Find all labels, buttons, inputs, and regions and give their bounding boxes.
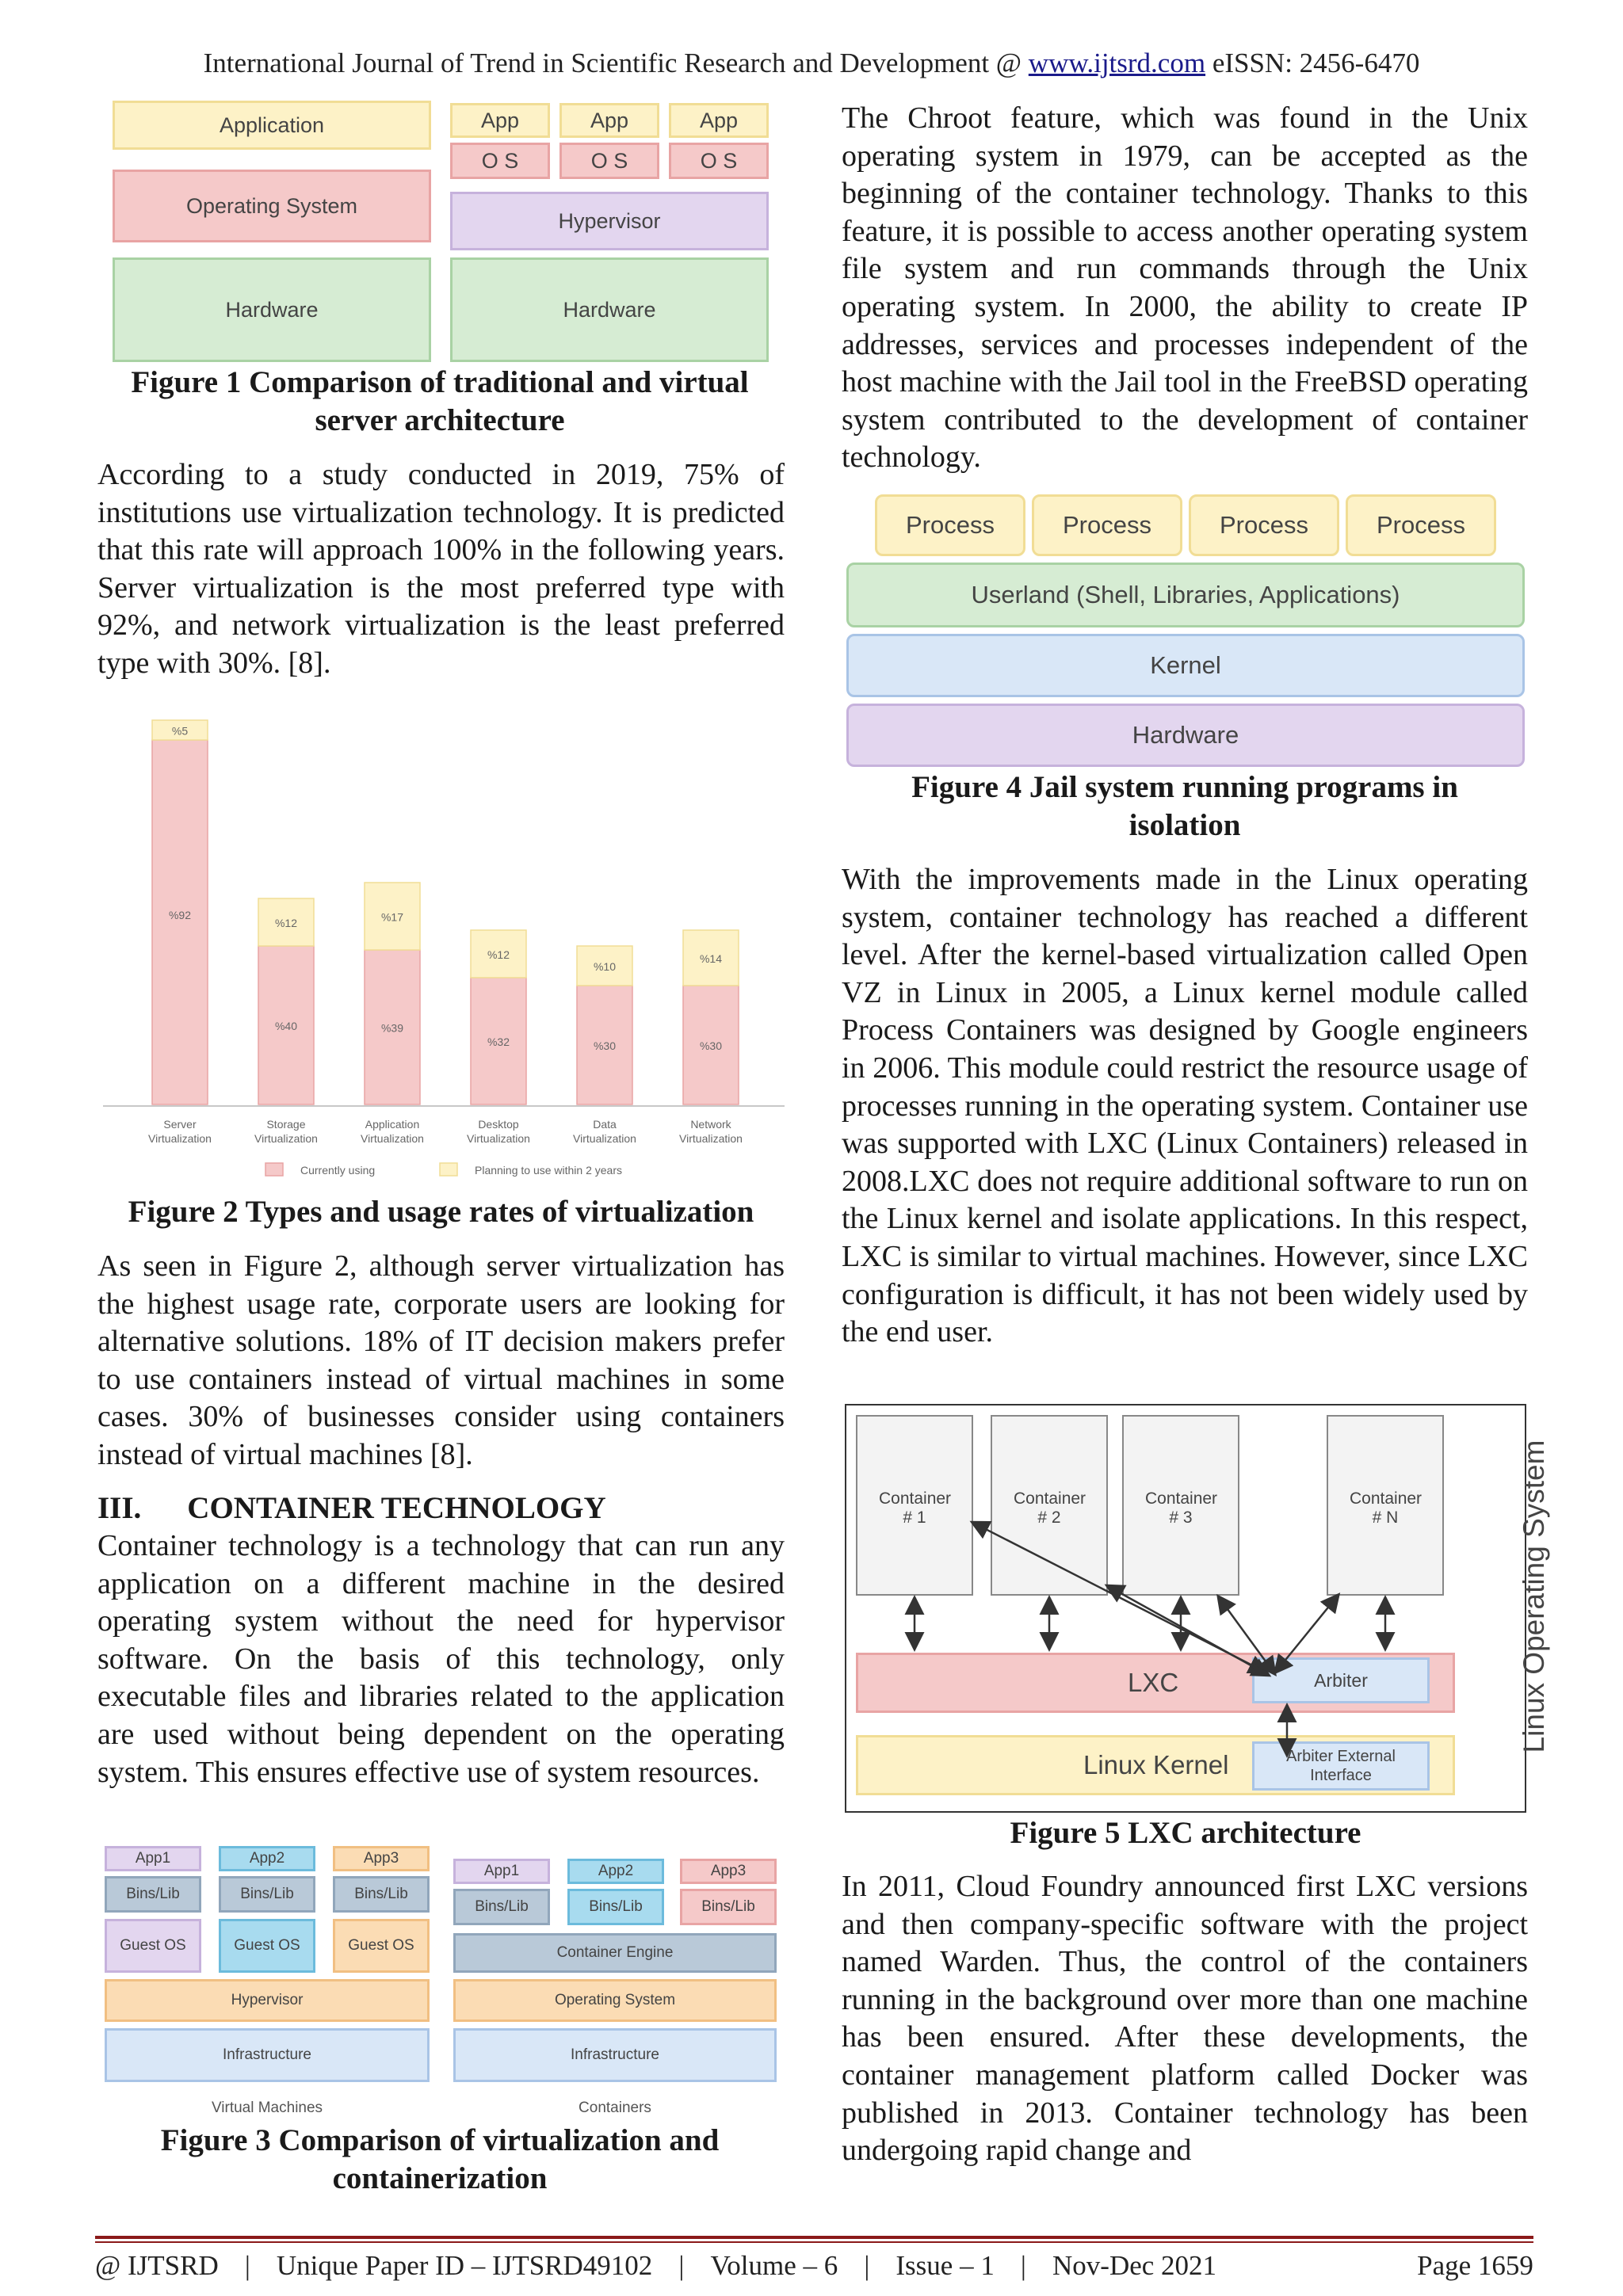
header-prefix: International Journal of Trend in Scientific Research and Development @ bbox=[203, 48, 1029, 78]
fig4-process: Process bbox=[875, 494, 1025, 556]
fig4-userland: Userland (Shell, Libraries, Applications) bbox=[846, 563, 1525, 627]
figure2-caption: Figure 2 Types and usage rates of virtualization bbox=[128, 1195, 754, 1229]
paragraph-linux-containers: With the improvements made in the Linux operating system, container technology has reached a different level. After the kernel-based virtualization called Open VZ in Linux in 2005, a Linux kernel module called Process Containers was designed by Google engineers in 2006. This module could restrict the resource usage of processes running in the operating system. Container use was supported with LXC (Linux Containers) released in 2008.LXC does not require additional software to run on the Linux kernel and isolate applications. In this respect, LXC is similar to virtual machines. However, since LXC configuration is difficult, it has not been widely used by the end user. bbox=[842, 863, 1528, 1349]
fig3-vm-app: App1 bbox=[105, 1846, 201, 1871]
chart-legend-swatch bbox=[265, 1163, 283, 1176]
paragraph-cloud-foundry: In 2011, Cloud Foundry announced first LXC versions and then company-specific software with the project named Warden. Thus, the control of the containers running in the background over more than one machine has been ensured. After these developments, the container management platform called Docker was published in 2013. Container technology has been undergoing rapid change and bbox=[842, 1870, 1528, 2168]
figure5-caption: Figure 5 LXC architecture bbox=[1010, 1816, 1361, 1850]
chart-legend-label: Currently using bbox=[300, 1164, 376, 1177]
footer-rule bbox=[95, 2236, 1533, 2239]
fig3-ct-app: App1 bbox=[453, 1859, 550, 1884]
fig3-vm-bins: Bins/Lib bbox=[219, 1876, 315, 1913]
chart-data-label: %32 bbox=[487, 1035, 510, 1048]
fig1-app: App bbox=[669, 103, 769, 138]
fig1-hardware-traditional: Hardware bbox=[113, 257, 431, 362]
fig1-application: Application bbox=[113, 101, 431, 150]
fig4-process: Process bbox=[1189, 494, 1339, 556]
fig3-ct-bins: Bins/Lib bbox=[453, 1889, 550, 1925]
fig3-vm-guest-os: Guest OS bbox=[105, 1919, 201, 1973]
chart-data-label: %17 bbox=[380, 910, 404, 924]
chart-category-label: Virtualization bbox=[148, 1132, 212, 1145]
fig5-lxc-label: LXC bbox=[1128, 1668, 1179, 1697]
figure4 bbox=[845, 493, 1526, 769]
fig3-ct-infrastructure: Infrastructure bbox=[453, 2028, 777, 2082]
figure3-caption: Figure 3 Comparison of virtualization and containerization bbox=[160, 2123, 720, 2195]
fig4-process: Process bbox=[1032, 494, 1182, 556]
fig1-guest-os: O S bbox=[450, 143, 550, 179]
footer-rule-thin bbox=[95, 2241, 1533, 2243]
footer-paper-id: Unique Paper ID – IJTSRD49102 bbox=[276, 2250, 653, 2281]
chart-category-label: Virtualization bbox=[573, 1132, 636, 1145]
fig5-container-label: Container # 2 bbox=[1014, 1489, 1086, 1527]
fig1-hypervisor: Hypervisor bbox=[450, 192, 769, 250]
journal-header bbox=[0, 48, 1623, 79]
fig1-app: App bbox=[559, 103, 659, 138]
header-suffix: eISSN: 2456-6470 bbox=[1205, 48, 1420, 78]
fig4-kernel: Kernel bbox=[846, 634, 1525, 697]
paragraph-virtualization-study: According to a study conducted in 2019, 75% of institutions use virtualization technology. It is predicted that this rate will approach 100% in the following years. Server virtualization is the most preferred type with 92%, and network virtualization is the least preferred type with 30%. [8]. bbox=[97, 458, 785, 680]
fig3-ct-label: Containers bbox=[579, 2100, 651, 2116]
fig5-arbiter-external: Arbiter External Interface bbox=[1252, 1741, 1430, 1791]
footer-volume: Volume – 6 bbox=[710, 2250, 838, 2281]
chart-data-label: %12 bbox=[487, 948, 510, 961]
section-title: CONTAINER TECHNOLOGY bbox=[187, 1491, 606, 1525]
fig1-app: App bbox=[450, 103, 550, 138]
section-heading bbox=[97, 1490, 785, 1526]
journal-url-link[interactable]: www.ijtsrd.com bbox=[1028, 48, 1206, 78]
fig1-guest-os: O S bbox=[669, 143, 769, 179]
chart-category-label: Virtualization bbox=[679, 1132, 743, 1145]
figure2-chart-container bbox=[103, 692, 785, 1199]
footer-issue: Issue – 1 bbox=[896, 2250, 995, 2281]
fig3-ct-bins: Bins/Lib bbox=[567, 1889, 664, 1925]
chart-data-label: %39 bbox=[380, 1021, 404, 1035]
fig3-vm-bins: Bins/Lib bbox=[105, 1876, 201, 1913]
paragraph-chroot: The Chroot feature, which was found in the Unix operating system in 1979, can be accepted as the beginning of the container technology. Thanks to this feature, it is possible to access another operating system file system and run commands through the Unix operating system. In 2000, the ability to create IP addresses, services and processes independent of the host machine with the Jail tool in the FreeBSD operating system contributed to the development of container technology. bbox=[842, 101, 1528, 475]
footer-sep: | bbox=[1020, 2250, 1026, 2281]
chart-bar-current bbox=[152, 740, 208, 1104]
figure4-caption: Figure 4 Jail system running programs in isolation bbox=[911, 770, 1458, 842]
fig1-hardware-virtual: Hardware bbox=[450, 257, 769, 362]
fig5-container-label: Container # N bbox=[1350, 1489, 1423, 1527]
chart-data-label: %30 bbox=[593, 1039, 617, 1052]
figure1 bbox=[111, 97, 769, 366]
fig3-hypervisor: Hypervisor bbox=[105, 1979, 430, 2022]
fig3-vm-bins: Bins/Lib bbox=[333, 1876, 430, 1913]
chart-data-label: %92 bbox=[168, 909, 192, 921]
chart-category-label: Desktop bbox=[478, 1118, 519, 1131]
chart-category-label: Storage bbox=[266, 1118, 306, 1131]
fig3-vm-guest-os: Guest OS bbox=[333, 1919, 430, 1973]
fig3-vm-app: App3 bbox=[333, 1846, 430, 1871]
fig5-arbiter: Arbiter bbox=[1252, 1657, 1430, 1703]
footer-sep: | bbox=[678, 2250, 685, 2281]
fig3-ct-app: App3 bbox=[680, 1859, 777, 1884]
fig3-operating-system: Operating System bbox=[453, 1979, 777, 2022]
fig3-vm-infrastructure: Infrastructure bbox=[105, 2028, 430, 2082]
chart-data-label: %30 bbox=[699, 1039, 723, 1052]
chart-data-label: %5 bbox=[171, 724, 189, 738]
chart-data-label: %10 bbox=[593, 960, 617, 973]
chart-category-label: Application bbox=[365, 1118, 420, 1131]
chart-category-label: Data bbox=[593, 1118, 617, 1131]
section-number: III. bbox=[97, 1491, 142, 1525]
chart-category-label: Network bbox=[690, 1118, 731, 1131]
fig3-ct-bins: Bins/Lib bbox=[680, 1889, 777, 1925]
fig3-ct-app: App2 bbox=[567, 1859, 664, 1884]
figure5 bbox=[845, 1404, 1550, 1813]
chart-legend-swatch bbox=[440, 1163, 457, 1176]
footer-date: Nov-Dec 2021 bbox=[1052, 2250, 1217, 2281]
paragraph-server-virtualization: As seen in Figure 2, although server virtualization has the highest usage rate, corporate users are looking for alternative solutions. 18% of IT decision makers prefer to use containers instead of virtual machines in some cases. 30% of businesses consider using containers instead of virtual machines [8]. bbox=[97, 1249, 785, 1471]
chart-data-label: %40 bbox=[274, 1020, 298, 1032]
figure1-caption: Figure 1 Comparison of traditional and virtual server architecture bbox=[131, 365, 749, 437]
fig5-container-label: Container # 1 bbox=[879, 1489, 952, 1527]
footer-page: Page 1659 bbox=[1417, 2250, 1533, 2281]
chart-legend-label: Planning to use within 2 years bbox=[475, 1164, 622, 1177]
fig1-operating-system: Operating System bbox=[113, 170, 431, 242]
chart-category-label: Virtualization bbox=[254, 1132, 318, 1145]
footer-journal: @ IJTSRD bbox=[95, 2250, 219, 2281]
fig5-arrows bbox=[846, 1405, 1528, 1814]
fig4-hardware: Hardware bbox=[846, 704, 1525, 767]
paragraph-container-technology: Container technology is a technology that can run any application on a different machine in the desired operating system without the need for hypervisor software. On the basis of this technology, only executable files and libraries related to the application are used without being dependent on the operating system. This ensures effective use of system resources. bbox=[97, 1529, 785, 1789]
fig1-guest-os: O S bbox=[559, 143, 659, 179]
fig5-container-label: Container # 3 bbox=[1145, 1489, 1218, 1527]
chart-data-label: %14 bbox=[699, 952, 723, 965]
fig3-vm-app: App2 bbox=[219, 1846, 315, 1871]
page-footer bbox=[95, 2250, 1533, 2282]
figure3 bbox=[103, 1843, 777, 2122]
chart-category-label: Virtualization bbox=[467, 1132, 530, 1145]
chart-category-label: Virtualization bbox=[361, 1132, 424, 1145]
fig4-process: Process bbox=[1346, 494, 1496, 556]
fig3-vm-label: Virtual Machines bbox=[211, 2100, 323, 2116]
virtualization-usage-chart bbox=[103, 692, 785, 1199]
fig5-linux-os-label: Linux Operating System bbox=[1518, 1440, 1550, 1753]
footer-sep: | bbox=[864, 2250, 870, 2281]
footer-sep: | bbox=[244, 2250, 250, 2281]
fig3-container-engine: Container Engine bbox=[453, 1933, 777, 1973]
fig5-arrow bbox=[1276, 1596, 1338, 1672]
chart-category-label: Server bbox=[163, 1118, 197, 1131]
chart-data-label: %12 bbox=[274, 917, 298, 929]
fig5-kernel-label: Linux Kernel bbox=[1083, 1750, 1229, 1779]
fig3-vm-guest-os: Guest OS bbox=[219, 1919, 315, 1973]
